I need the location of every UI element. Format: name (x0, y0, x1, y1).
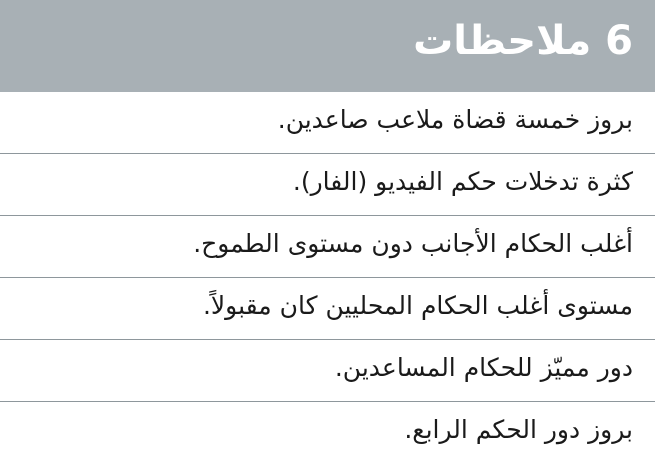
list-item (0, 154, 655, 216)
note-text: دور مميّز للحكام المساعدين. (334, 352, 633, 382)
list-item (0, 216, 655, 278)
list-item (0, 340, 655, 402)
list-item (0, 402, 655, 464)
note-text: مستوى أغلب الحكام المحليين كان مقبولاً. (202, 290, 633, 320)
page-title: 6 ملاحظات (413, 18, 633, 64)
note-text: أغلب الحكام الأجانب دون مستوى الطموح. (193, 228, 633, 258)
note-text: كثرة تدخلات حكم الفيديو (الفار). (292, 166, 633, 196)
list-item (0, 278, 655, 340)
notes-list (0, 92, 655, 464)
card-header (0, 0, 655, 92)
list-item (0, 92, 655, 154)
note-text: بروز خمسة قضاة ملاعب صاعدين. (277, 104, 633, 134)
note-text: بروز دور الحكم الرابع. (404, 415, 633, 445)
